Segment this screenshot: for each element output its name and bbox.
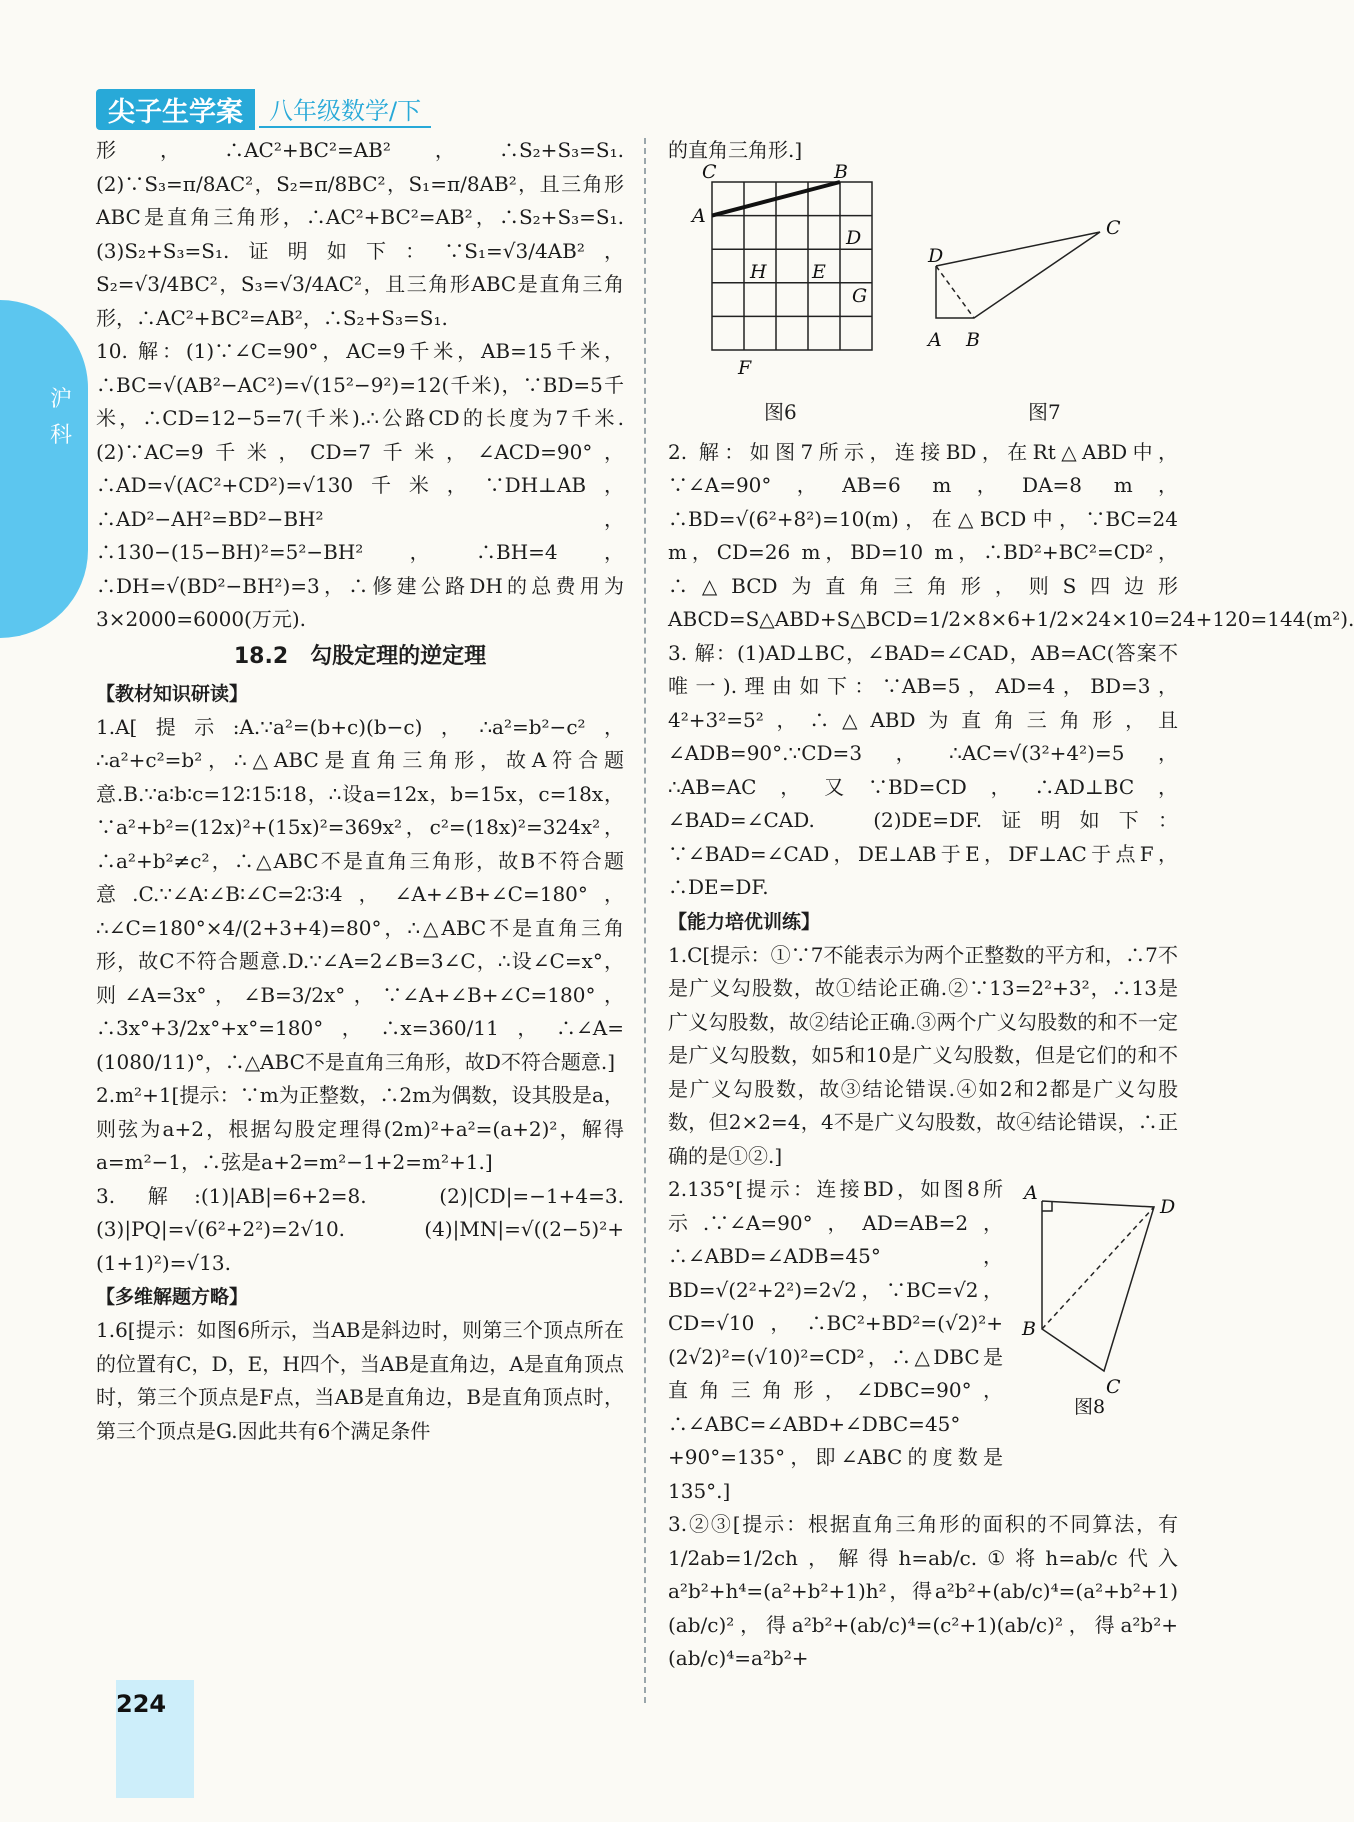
fig8-label-d: D (1160, 1196, 1176, 1218)
fig6-label-a: A (692, 204, 706, 227)
fig8-label-b: B (1022, 1318, 1036, 1340)
figure-8-caption: 图8 (1074, 1396, 1106, 1418)
answer-2-2: 2. 解：如图7所示，连接BD，在Rt△ABD中，∵∠A=90°，AB=6 m，DA=8 m，∴BD=√(6²+8²)=10(m)，在△BCD中，∵BC=24 m，CD=26 m，BD=10 m，∴BD²+BC²=CD²，∴△BCD为直角三角形，则S四边形ABCD=S△ABD+S△BCD=1/2×8×6+1/2×24×10=24+120=144(m²). (668, 439, 1354, 631)
fig6-label-c: C (702, 160, 717, 183)
answer-3-2: 2.135°[提示：连接BD，如图8所示.∵∠A=90°，AD=AB=2，∴∠ABD=∠ADB=45°，BD=√(2²+2²)=2√2，∵BC=√2，CD=√10，∴BC²+BD²=(√2)²+(2√2)²=(√10)²=CD²，∴△DBC是直角三角形，∠DBC=90°，∴∠ABC=∠ABD+∠DBC=45°+90°=135°，即∠ABC的度数是135°.] (668, 1177, 1003, 1503)
fig7-label-b: B (966, 328, 980, 351)
side-tab (0, 300, 88, 638)
answer-1-3: 3. 解:(1)|AB|=6+2=8. (2)|CD|=−1+4=3. (3)|PQ|=√(6²+2²)=2√10. (4)|MN|=√((2−5)²+(1+1)²)=√13. (96, 1183, 644, 1275)
figure-row (668, 160, 1178, 432)
answer-3-2-wrap (668, 1173, 1178, 1508)
section-title: 18.2 勾股定理的逆定理 (233, 643, 487, 669)
answer-2-3: 3. 解：(1)AD⊥BC，∠BAD=∠CAD，AB=AC(答案不唯一).理由如下：∵AB=5，AD=4，BD=3，4²+3²=5²，∴△ABD为直角三角形，且∠ADB=90°.∵CD=3，∴AC=√(3²+4²)=5，∴AB=AC，又∵BD=CD，∴AD⊥BC，∠BAD=∠CAD. (2)DE=DF.证明如下：∵∠BAD=∠CAD，DE⊥AB于E，DF⊥AC于点F，∴DE=DF. (668, 640, 1178, 899)
fig7-label-a: A (928, 328, 942, 351)
fig6-label-h: H (750, 260, 767, 283)
fig6-label-e: E (812, 260, 826, 283)
subsection-title-1: 【教材知识研读】 (96, 682, 249, 705)
column-divider (644, 138, 646, 1703)
subject-title: 八年级数学/下 (259, 91, 431, 128)
subsection-title-3: 【能力培优训练】 (668, 910, 821, 933)
subsection-title-2: 【多维解题方略】 (96, 1286, 249, 1308)
figure-8 (1012, 1181, 1180, 1418)
fig8-label-a: A (1024, 1182, 1038, 1204)
page-number: 224 (116, 1690, 167, 1718)
side-tab-char-2: 科 (50, 423, 73, 448)
paragraph-continuation: 形，∴AC²+BC²=AB²，∴S₂+S₃=S₁. (2)∵S₃=π/8AC²，S₂=π/8BC²，S₁=π/8AB²，且三角形ABC是直角三角形，∴AC²+BC²=AB²，∴S₂+S₃=S₁. (3)S₂+S₃=S₁.证明如下：∵S₁=√3/4AB²，S₂=√3/4BC²，S₃=√3/4AC²，且三角形ABC是直角三角形，∴AC²+BC²=AB²，∴S₂+S₃=S₁. (96, 138, 644, 330)
answer-2-1: 1.6[提示：如图6所示，当AB是斜边时，则第三个顶点所在的位置有C，D，E，H四个，当AB是直角边，A是直角顶点时，第三个顶点是F点，当AB是直角边，B是直角顶点时，第三个顶点是G.因此共有6个满足条件 (96, 1318, 624, 1443)
fig7-label-d: D (928, 244, 944, 267)
page-header (96, 88, 431, 130)
figure-7 (918, 170, 1178, 398)
answer-1-2: 2.m²+1[提示：∵m为正整数，∴2m为偶数，设其股是a，则弦为a+2，根据勾股定理得(2m)²+a²=(a+2)²，解得a=m²−1，∴弦是a+2=m²−1+2=m²+1.] (96, 1083, 624, 1174)
fig6-label-d: D (846, 226, 862, 249)
left-column (96, 134, 644, 1448)
fig6-label-g: G (852, 284, 868, 307)
fig7-label-c: C (1106, 216, 1121, 239)
fig8-label-c: C (1106, 1376, 1121, 1398)
answer-1-1: 1.A[提示:A.∵a²=(b+c)(b−c)，∴a²=b²−c²，∴a²+c²=b²，∴△ABC是直角三角形，故A符合题意.B.∵a∶b∶c=12∶15∶18，∴设a=12x，b=15x，c=18x，∵a²+b²=(12x)²+(15x)²=369x²，c²=(18x)²=324x²，∴a²+b²≠c²，∴△ABC不是直角三角形，故B不符合题意.C.∵∠A∶∠B∶∠C=2∶3∶4，∠A+∠B+∠C=180°，∴∠C=180°×4/(2+3+4)=80°，∴△ABC不是直角三角形，故C不符合题意.D.∵∠A=2∠B=3∠C，∴设∠C=x°，则∠A=3x°，∠B=3/2x°，∵∠A+∠B+∠C=180°，∴3x°+3/2x°+x°=180°，∴x=360/11，∴∠A=(1080/11)°，∴△ABC不是直角三角形，故D不符合题意.] (96, 714, 624, 1074)
brand-title: 尖子生学案 (96, 89, 255, 130)
fig6-label-f: F (738, 356, 752, 379)
figure-6-caption: 图6 (764, 399, 797, 424)
figure-6 (668, 160, 888, 398)
figure-7-caption: 图7 (1028, 399, 1061, 424)
right-column (668, 134, 1354, 1676)
continuation-text: 的直角三角形.] (668, 138, 803, 162)
side-tab-char-1: 沪 (50, 387, 73, 412)
problem-10: 10. 解：(1)∵∠C=90°，AC=9千米，AB=15千米，∴BC=√(AB²−AC²)=√(15²−9²)=12(千米)，∵BD=5千米，∴CD=12−5=7(千米).∴公路CD的长度为7千米. (2)∵AC=9千米，CD=7千米，∠ACD=90°，∴AD=√(AC²+CD²)=√130千米，∵DH⊥AB，∴AD²−AH²=BD²−BH²，∴130−(15−BH)²=5²−BH²，∴BH=4，∴DH=√(BD²−BH²)=3，∴修建公路DH的总费用为3×2000=6000(万元). (96, 339, 644, 631)
fig6-label-b: B (834, 160, 848, 183)
answer-3-1: 1.C[提示：①∵7不能表示为两个正整数的平方和，∴7不是广义勾股数，故①结论正确.②∵13=2²+3²，∴13是广义勾股数，故②结论正确.③两个广义勾股数的和不一定是广义勾股数，如5和10是广义勾股数，但是它们的和不是广义勾股数，故③结论错误.④如2和2都是广义勾股数，但2×2=4，4不是广义勾股数，故④结论错误，∴正确的是①②.] (668, 942, 1178, 1168)
answer-3-3: 3.②③[提示：根据直角三角形的面积的不同算法，有1/2ab=1/2ch，解得h=ab/c.①将h=ab/c代入a²b²+h⁴=(a²+b²+1)h²，得a²b²+(ab/c)⁴=(a²+b²+1)(ab/c)²，得a²b²+(ab/c)⁴=(c²+1)(ab/c)²，得a²b²+(ab/c)⁴=a²b²+ (668, 1512, 1178, 1670)
